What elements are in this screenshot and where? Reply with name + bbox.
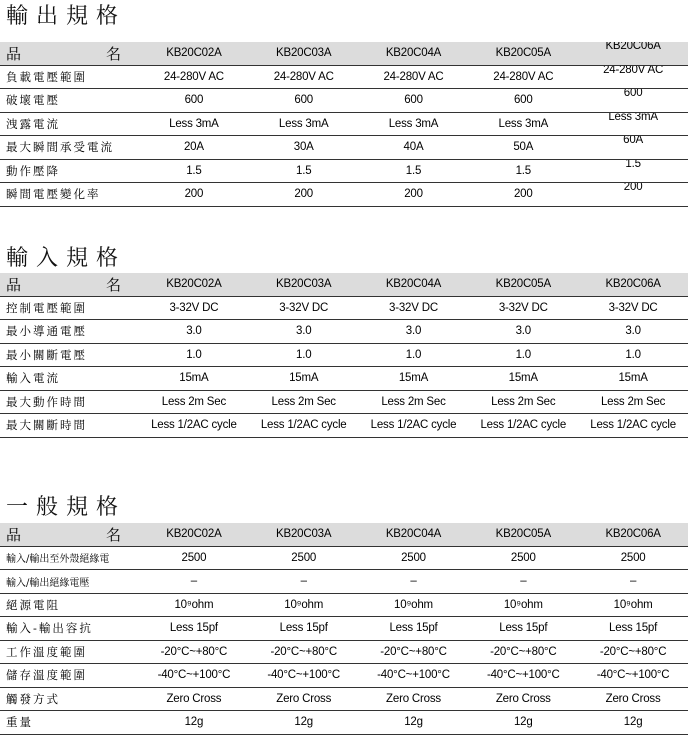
cell-value: – [578, 570, 688, 594]
table-row [0, 65, 688, 89]
model-header: KB20C03A [249, 273, 359, 296]
general-spec-title: 一般規格 [6, 495, 127, 520]
cell-value: 24-280V AC [139, 65, 249, 89]
cell-value: 1.5 [468, 159, 578, 183]
row-label: 絕源電阻 [0, 593, 139, 617]
cell-value: 30A [249, 136, 359, 160]
model-header: KB20C02A [139, 523, 249, 546]
row-label: 最大關斷時間 [0, 414, 139, 438]
cell-value: 15mA [359, 367, 469, 391]
table-row [0, 570, 688, 594]
model-header: KB20C02A [139, 42, 249, 65]
row-label: 最小關斷電壓 [0, 343, 139, 367]
table-row [0, 89, 688, 113]
table-row [0, 546, 688, 570]
cell-value: Less 15pf [139, 617, 249, 641]
cell-value: Less 3mA [359, 112, 469, 136]
cell-value: 10⁹ohm [249, 593, 359, 617]
cell-value: 3.0 [578, 320, 688, 344]
cell-value: 200 [139, 183, 249, 207]
cell-value: 3-32V DC [249, 296, 359, 320]
model-header: KB20C02A [139, 273, 249, 296]
cell-value: 2500 [139, 546, 249, 570]
table-header-row [0, 42, 688, 65]
table-row [0, 320, 688, 344]
cell-value: Less 3mA [139, 112, 249, 136]
cell-value: Less 2m Sec [359, 390, 469, 414]
cell-value: 600 [249, 89, 359, 113]
row-label: 觸發方式 [0, 687, 139, 711]
model-header: KB20C05A [468, 42, 578, 65]
model-header: KB20C06A [578, 273, 688, 296]
cell-value: 1.0 [139, 343, 249, 367]
cell-value: -40°C~+100°C [359, 664, 469, 688]
cell-value: 15mA [468, 367, 578, 391]
model-header: KB20C04A [359, 523, 469, 546]
cell-value: 24-280V AC [578, 65, 688, 89]
cell-value: 12g [139, 711, 249, 735]
cell-value: Less 15pf [359, 617, 469, 641]
cell-value: 600 [578, 89, 688, 113]
cell-value: – [468, 570, 578, 594]
cell-value: Less 3mA [468, 112, 578, 136]
output-spec-title: 輸出規格 [6, 4, 127, 29]
cell-value: 3-32V DC [139, 296, 249, 320]
table-row [0, 414, 688, 438]
cell-value: 2500 [249, 546, 359, 570]
cell-value: 200 [359, 183, 469, 207]
cell-value: 2500 [468, 546, 578, 570]
cell-value: Less 1/2AC cycle [249, 414, 359, 438]
cell-value: 3.0 [139, 320, 249, 344]
cell-value: – [359, 570, 469, 594]
cell-value: Less 15pf [468, 617, 578, 641]
row-label: 工作溫度範圍 [0, 640, 139, 664]
cell-value: 3-32V DC [359, 296, 469, 320]
cell-value: Zero Cross [139, 687, 249, 711]
table-row [0, 711, 688, 735]
cell-value: Less 2m Sec [139, 390, 249, 414]
model-header: KB20C04A [359, 42, 469, 65]
table-row [0, 367, 688, 391]
table-row [0, 112, 688, 136]
row-label: 最大瞬間承受電流 [0, 136, 139, 160]
cell-value: 2500 [578, 546, 688, 570]
cell-value: 15mA [139, 367, 249, 391]
model-header: KB20C06A [578, 523, 688, 546]
row-label: 輸入-輸出容抗 [0, 617, 139, 641]
cell-value: 10⁹ohm [578, 593, 688, 617]
table-row [0, 617, 688, 641]
table-row [0, 640, 688, 664]
table-row [0, 664, 688, 688]
cell-value: 600 [139, 89, 249, 113]
table-row [0, 296, 688, 320]
row-label: 控制電壓範圍 [0, 296, 139, 320]
cell-value: Less 2m Sec [578, 390, 688, 414]
input-spec-table [0, 273, 688, 438]
table-header-row [0, 523, 688, 546]
header-label: 品 名 [0, 523, 139, 546]
cell-value: 12g [359, 711, 469, 735]
cell-value: 20A [139, 136, 249, 160]
model-header: KB20C04A [359, 273, 469, 296]
cell-value: – [139, 570, 249, 594]
cell-value: Less 1/2AC cycle [578, 414, 688, 438]
cell-value: 10⁹ohm [359, 593, 469, 617]
row-label: 輸入電流 [0, 367, 139, 391]
cell-value: 200 [249, 183, 359, 207]
row-label: 洩露電流 [0, 112, 139, 136]
cell-value: 40A [359, 136, 469, 160]
cell-value: Less 2m Sec [468, 390, 578, 414]
cell-value: 3.0 [249, 320, 359, 344]
model-header: KB20C05A [468, 523, 578, 546]
cell-value: -40°C~+100°C [578, 664, 688, 688]
cell-value: Less 1/2AC cycle [139, 414, 249, 438]
row-label: 儲存溫度範圍 [0, 664, 139, 688]
row-label: 重量 [0, 711, 139, 735]
cell-value: 200 [578, 183, 688, 207]
cell-value: Less 3mA [578, 112, 688, 136]
cell-value: 3-32V DC [468, 296, 578, 320]
cell-value: Less 3mA [249, 112, 359, 136]
table-header-row [0, 273, 688, 296]
cell-value: Less 1/2AC cycle [468, 414, 578, 438]
table-row [0, 136, 688, 160]
cell-value: 2500 [359, 546, 469, 570]
cell-value: -40°C~+100°C [468, 664, 578, 688]
cell-value: -20°C~+80°C [468, 640, 578, 664]
cell-value: 3.0 [468, 320, 578, 344]
input-spec-title: 輸入規格 [6, 246, 127, 271]
header-label: 品 名 [0, 273, 139, 296]
cell-value: -20°C~+80°C [249, 640, 359, 664]
model-header: KB20C03A [249, 523, 359, 546]
cell-value: 24-280V AC [359, 65, 469, 89]
cell-value: 3-32V DC [578, 296, 688, 320]
table-row [0, 343, 688, 367]
row-label: 負載電壓範圍 [0, 65, 139, 89]
cell-value: 24-280V AC [468, 65, 578, 89]
cell-value: Zero Cross [359, 687, 469, 711]
table-row [0, 593, 688, 617]
cell-value: 1.5 [139, 159, 249, 183]
cell-value: 60A [578, 136, 688, 160]
cell-value: 1.0 [249, 343, 359, 367]
cell-value: 15mA [578, 367, 688, 391]
table-row [0, 390, 688, 414]
cell-value: 24-280V AC [249, 65, 359, 89]
cell-value: Zero Cross [249, 687, 359, 711]
cell-value: Less 2m Sec [249, 390, 359, 414]
table-row [0, 183, 688, 207]
row-label: 動作壓降 [0, 159, 139, 183]
cell-value: 1.5 [578, 159, 688, 183]
cell-value: 1.0 [578, 343, 688, 367]
model-header: KB20C03A [249, 42, 359, 65]
cell-value: 12g [249, 711, 359, 735]
output-spec-table [0, 42, 688, 207]
general-spec-table [0, 523, 688, 735]
cell-value: 12g [468, 711, 578, 735]
cell-value: 3.0 [359, 320, 469, 344]
cell-value: 50A [468, 136, 578, 160]
table-row [0, 159, 688, 183]
table-row [0, 687, 688, 711]
cell-value: 1.0 [468, 343, 578, 367]
cell-value: -20°C~+80°C [578, 640, 688, 664]
row-label: 最大動作時間 [0, 390, 139, 414]
row-label: 破壞電壓 [0, 89, 139, 113]
row-label: 瞬間電壓變化率 [0, 183, 139, 207]
row-label: 最小導通電壓 [0, 320, 139, 344]
cell-value: 1.5 [249, 159, 359, 183]
cell-value: 600 [468, 89, 578, 113]
cell-value: 200 [468, 183, 578, 207]
cell-value: Zero Cross [578, 687, 688, 711]
model-header: KB20C06A [578, 42, 688, 65]
cell-value: -20°C~+80°C [139, 640, 249, 664]
cell-value: Less 15pf [249, 617, 359, 641]
cell-value: – [249, 570, 359, 594]
cell-value: -20°C~+80°C [359, 640, 469, 664]
cell-value: 10⁹ohm [468, 593, 578, 617]
cell-value: 600 [359, 89, 469, 113]
cell-value: Less 1/2AC cycle [359, 414, 469, 438]
cell-value: Less 15pf [578, 617, 688, 641]
cell-value: 10⁹ohm [139, 593, 249, 617]
cell-value: 12g [578, 711, 688, 735]
cell-value: 1.0 [359, 343, 469, 367]
cell-value: -40°C~+100°C [249, 664, 359, 688]
model-header: KB20C05A [468, 273, 578, 296]
cell-value: -40°C~+100°C [139, 664, 249, 688]
row-label: 輸入/輸出絕緣電壓 [0, 570, 139, 594]
header-label: 品 名 [0, 42, 139, 65]
cell-value: 15mA [249, 367, 359, 391]
cell-value: Zero Cross [468, 687, 578, 711]
row-label: 輸入/輸出至外殼絕緣電 [0, 546, 139, 570]
cell-value: 1.5 [359, 159, 469, 183]
